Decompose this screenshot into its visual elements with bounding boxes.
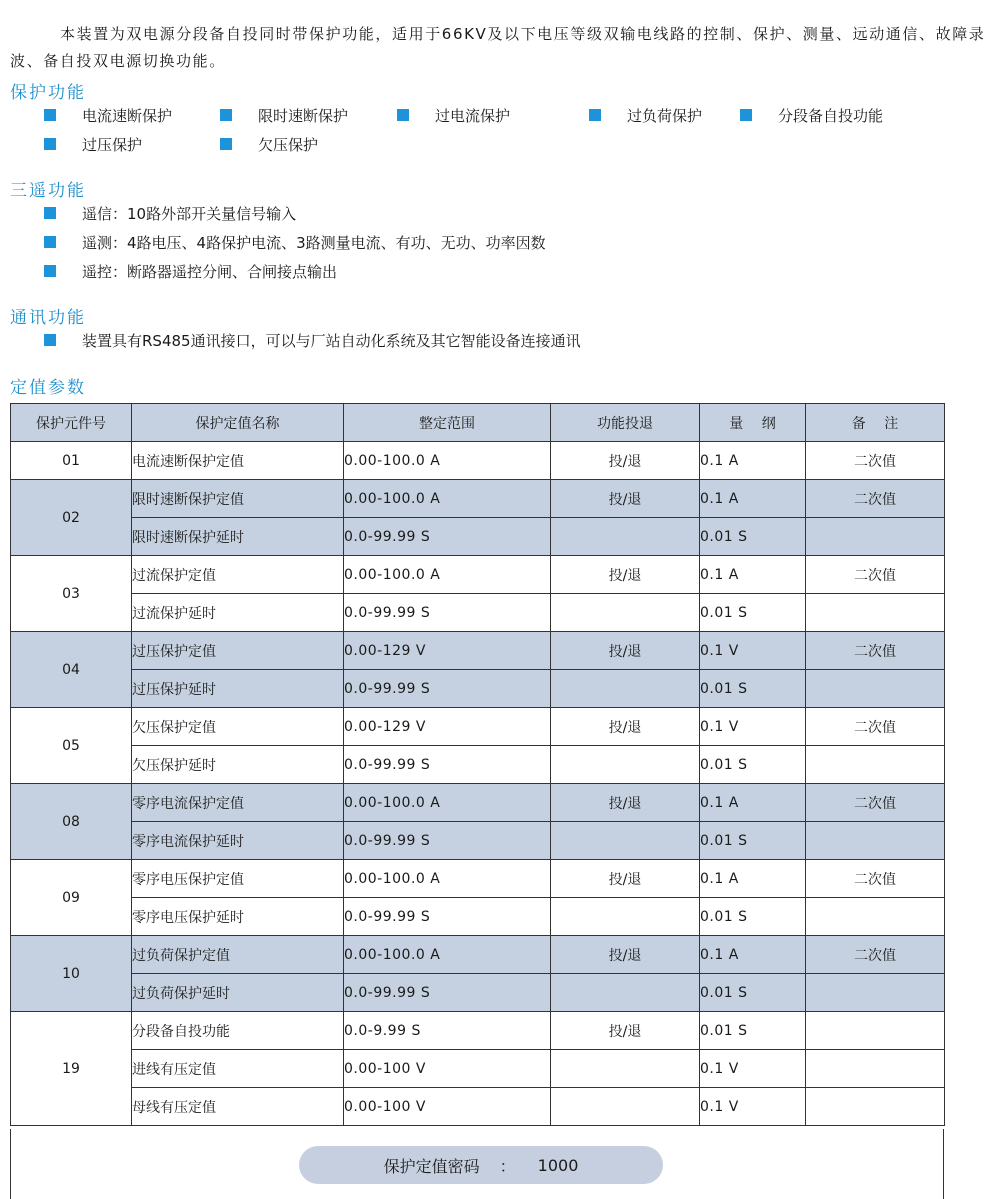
- cell-setting-name: 限时速断保护延时: [132, 518, 344, 556]
- cell-element-id: 08: [11, 784, 132, 860]
- cell-switch: 投/退: [551, 442, 700, 480]
- intro-paragraph: 本装置为双电源分段备自投同时带保护功能，适用于66KV及以下电压等级双输电线路的控制、保护、测量、远动通信、故障录波、备自投双电源切换功能。: [10, 25, 986, 70]
- cell-range: 0.00-100.0 A: [344, 480, 551, 518]
- password-separator: ：: [499, 1156, 516, 1176]
- cell-range: 0.00-100.0 A: [344, 860, 551, 898]
- cell-setting-name: 欠压保护定值: [132, 708, 344, 746]
- table-header-row: [11, 404, 945, 442]
- cell-switch: 投/退: [551, 1012, 700, 1050]
- cell-switch: 投/退: [551, 556, 700, 594]
- cell-unit: 0.01 S: [700, 898, 806, 936]
- list-item: 欠压保护: [220, 132, 318, 156]
- square-bullet-icon: [44, 334, 56, 346]
- list-item: 遥信：10路外部开关量信号输入: [44, 201, 296, 225]
- cell-range: 0.0-99.99 S: [344, 822, 551, 860]
- cell-note: 二次值: [806, 860, 945, 898]
- settings-table: [10, 403, 945, 1126]
- cell-setting-name: 零序电流保护延时: [132, 822, 344, 860]
- section-title-params: 定值参数: [10, 378, 86, 398]
- cell-range: 0.00-100.0 A: [344, 936, 551, 974]
- cell-setting-name: 欠压保护延时: [132, 746, 344, 784]
- cell-unit: 0.1 A: [700, 556, 806, 594]
- table-row: [11, 1012, 945, 1050]
- cell-unit: 0.01 S: [700, 822, 806, 860]
- cell-unit: 0.1 V: [700, 708, 806, 746]
- cell-switch: [551, 518, 700, 556]
- cell-element-id: 03: [11, 556, 132, 632]
- list-item: 电流速断保护: [44, 103, 172, 127]
- cell-range: 0.0-99.99 S: [344, 974, 551, 1012]
- cell-unit: 0.01 S: [700, 746, 806, 784]
- cell-switch: [551, 746, 700, 784]
- cell-setting-name: 过压保护定值: [132, 632, 344, 670]
- table-row: [11, 670, 945, 708]
- cell-note: [806, 974, 945, 1012]
- table-row: [11, 898, 945, 936]
- cell-switch: [551, 594, 700, 632]
- cell-setting-name: 分段备自投功能: [132, 1012, 344, 1050]
- list-item: 限时速断保护: [220, 103, 348, 127]
- cell-unit: 0.1 A: [700, 480, 806, 518]
- list-item: 分段备自投功能: [740, 103, 883, 127]
- cell-element-id: 09: [11, 860, 132, 936]
- cell-element-id: 02: [11, 480, 132, 556]
- table-row: [11, 632, 945, 670]
- table-body: [11, 442, 945, 1126]
- cell-element-id: 04: [11, 632, 132, 708]
- table-row: [11, 822, 945, 860]
- cell-range: 0.0-99.99 S: [344, 898, 551, 936]
- cell-unit: 0.1 V: [700, 632, 806, 670]
- cell-range: 0.00-100 V: [344, 1088, 551, 1126]
- cell-range: 0.00-129 V: [344, 708, 551, 746]
- header-unit: 量 纲: [700, 404, 806, 442]
- cell-unit: 0.1 A: [700, 784, 806, 822]
- cell-note: 二次值: [806, 784, 945, 822]
- cell-range: 0.0-99.99 S: [344, 594, 551, 632]
- cell-switch: [551, 898, 700, 936]
- cell-setting-name: 过压保护延时: [132, 670, 344, 708]
- table-row: [11, 784, 945, 822]
- cell-range: 0.00-129 V: [344, 632, 551, 670]
- square-bullet-icon: [44, 138, 56, 150]
- table-row: [11, 480, 945, 518]
- list-item: 过负荷保护: [589, 103, 702, 127]
- list-item: 遥测：4路电压、4路保护电流、3路测量电流、有功、无功、功率因数: [44, 230, 546, 254]
- cell-switch: 投/退: [551, 784, 700, 822]
- header-switch: 功能投退: [551, 404, 700, 442]
- cell-range: 0.0-9.99 S: [344, 1012, 551, 1050]
- list-item: 装置具有RS485通讯接口，可以与厂站自动化系统及其它智能设备连接通讯: [44, 328, 581, 352]
- list-item: 遥控：断路器遥控分闸、合闸接点输出: [44, 259, 337, 283]
- table-row: [11, 594, 945, 632]
- cell-setting-name: 过流保护定值: [132, 556, 344, 594]
- table-row: [11, 708, 945, 746]
- cell-setting-name: 母线有压定值: [132, 1088, 344, 1126]
- section-title-comm: 通讯功能: [10, 308, 86, 328]
- table-row: [11, 860, 945, 898]
- cell-switch: [551, 1088, 700, 1126]
- cell-range: 0.00-100 V: [344, 1050, 551, 1088]
- cell-note: 二次值: [806, 936, 945, 974]
- cell-switch: 投/退: [551, 936, 700, 974]
- section-title-remote: 三遥功能: [10, 181, 86, 201]
- cell-note: [806, 594, 945, 632]
- table-row: [11, 1088, 945, 1126]
- cell-unit: 0.01 S: [700, 594, 806, 632]
- cell-unit: 0.1 A: [700, 936, 806, 974]
- table-row: [11, 974, 945, 1012]
- cell-note: 二次值: [806, 442, 945, 480]
- cell-note: [806, 518, 945, 556]
- cell-switch: 投/退: [551, 860, 700, 898]
- cell-unit: 0.01 S: [700, 670, 806, 708]
- cell-setting-name: 电流速断保护定值: [132, 442, 344, 480]
- list-item: 过电流保护: [397, 103, 510, 127]
- header-element-id: 保护元件号: [11, 404, 132, 442]
- cell-setting-name: 零序电流保护定值: [132, 784, 344, 822]
- cell-switch: 投/退: [551, 480, 700, 518]
- square-bullet-icon: [397, 109, 409, 121]
- cell-unit: 0.1 V: [700, 1050, 806, 1088]
- cell-note: 二次值: [806, 708, 945, 746]
- cell-switch: [551, 670, 700, 708]
- cell-range: 0.00-100.0 A: [344, 442, 551, 480]
- cell-element-id: 10: [11, 936, 132, 1012]
- square-bullet-icon: [220, 109, 232, 121]
- password-badge: [299, 1146, 663, 1184]
- password-label: 保护定值密码: [383, 1156, 480, 1176]
- cell-note: [806, 898, 945, 936]
- table-row: [11, 442, 945, 480]
- cell-setting-name: 限时速断保护定值: [132, 480, 344, 518]
- cell-unit: 0.01 S: [700, 974, 806, 1012]
- cell-setting-name: 进线有压定值: [132, 1050, 344, 1088]
- square-bullet-icon: [740, 109, 752, 121]
- table-row: [11, 936, 945, 974]
- cell-element-id: 01: [11, 442, 132, 480]
- cell-setting-name: 零序电压保护延时: [132, 898, 344, 936]
- cell-note: [806, 1012, 945, 1050]
- cell-note: 二次值: [806, 556, 945, 594]
- table-row: [11, 556, 945, 594]
- header-setting-name: 保护定值名称: [132, 404, 344, 442]
- cell-unit: 0.01 S: [700, 518, 806, 556]
- square-bullet-icon: [44, 207, 56, 219]
- cell-switch: [551, 1050, 700, 1088]
- cell-unit: 0.1 V: [700, 1088, 806, 1126]
- square-bullet-icon: [44, 265, 56, 277]
- cell-setting-name: 过流保护延时: [132, 594, 344, 632]
- table-row: [11, 518, 945, 556]
- password-footer: [10, 1129, 944, 1199]
- section-title-protection: 保护功能: [10, 83, 86, 103]
- cell-unit: 0.1 A: [700, 860, 806, 898]
- cell-element-id: 19: [11, 1012, 132, 1126]
- cell-element-id: 05: [11, 708, 132, 784]
- cell-range: 0.00-100.0 A: [344, 556, 551, 594]
- cell-setting-name: 过负荷保护延时: [132, 974, 344, 1012]
- cell-range: 0.0-99.99 S: [344, 670, 551, 708]
- cell-switch: [551, 974, 700, 1012]
- cell-note: 二次值: [806, 632, 945, 670]
- cell-note: [806, 670, 945, 708]
- table-row: [11, 1050, 945, 1088]
- square-bullet-icon: [44, 109, 56, 121]
- cell-switch: 投/退: [551, 708, 700, 746]
- cell-setting-name: 零序电压保护定值: [132, 860, 344, 898]
- cell-note: [806, 1050, 945, 1088]
- cell-note: [806, 1088, 945, 1126]
- cell-range: 0.0-99.99 S: [344, 518, 551, 556]
- cell-unit: 0.1 A: [700, 442, 806, 480]
- cell-switch: [551, 822, 700, 860]
- cell-range: 0.00-100.0 A: [344, 784, 551, 822]
- square-bullet-icon: [44, 236, 56, 248]
- cell-note: 二次值: [806, 480, 945, 518]
- table-row: [11, 746, 945, 784]
- cell-note: [806, 822, 945, 860]
- cell-setting-name: 过负荷保护定值: [132, 936, 344, 974]
- cell-switch: 投/退: [551, 632, 700, 670]
- cell-range: 0.0-99.99 S: [344, 746, 551, 784]
- list-item: 过压保护: [44, 132, 142, 156]
- cell-unit: 0.01 S: [700, 1012, 806, 1050]
- square-bullet-icon: [589, 109, 601, 121]
- header-note: 备 注: [806, 404, 945, 442]
- square-bullet-icon: [220, 138, 232, 150]
- password-value: 1000: [537, 1155, 579, 1175]
- cell-note: [806, 746, 945, 784]
- header-range: 整定范围: [344, 404, 551, 442]
